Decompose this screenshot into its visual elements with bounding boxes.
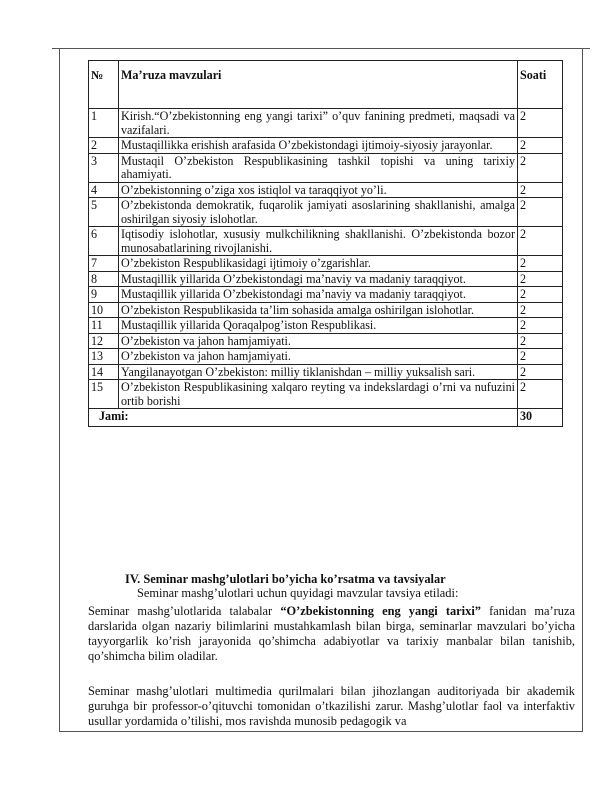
row-hours: 2 <box>518 380 563 409</box>
row-hours: 2 <box>518 198 563 227</box>
row-number: 13 <box>89 349 119 365</box>
paragraph-2: Seminar mashg’ulotlari multimedia qurilmalari bilan jihozlangan auditoriyada bir akademik guruhga bir professor-o’qituvchi tomonidan o’tkazilishi zarur. Mashg’ulotlar faol va interfaktiv usullar yordamida o’tilishi, mos ravishda munosib pedagogik va <box>88 684 575 728</box>
row-hours: 2 <box>518 349 563 365</box>
lecture-topics-table <box>88 60 563 427</box>
frame-corner-left <box>52 48 59 49</box>
paragraph-1-rest: fanidan ma’ruza darslarida olgan nazariy bilimlarini mustahkamlash bilan birga, seminarlar mavzulari bo’yicha tayyorgarlik ko’rish jarayonida qo’shimcha adabiyotlar va tarixiy manbalar bilan tanishib, qo’shimcha bilim oladilar. <box>88 604 575 663</box>
header-number: № <box>89 61 119 109</box>
table-row <box>89 318 563 334</box>
header-hours: Soati <box>518 61 563 109</box>
header-topic: Ma’ruza mavzulari <box>119 61 518 109</box>
table-row <box>89 287 563 303</box>
row-hours: 2 <box>518 256 563 272</box>
table-row <box>89 380 563 409</box>
row-number: 6 <box>89 227 119 256</box>
row-number: 4 <box>89 182 119 198</box>
course-title-bold: “O’zbekistonning eng yangi tarixi” <box>280 604 481 618</box>
row-topic: Mustaqillik yillarida O’zbekistondagi ma’naviy va madaniy taraqqiyot. <box>119 271 518 287</box>
row-hours: 2 <box>518 109 563 138</box>
table-row <box>89 256 563 272</box>
row-number: 3 <box>89 153 119 182</box>
section-heading: IV. Seminar mashg’ulotlari bo’yicha ko’rsatma va tavsiyalar <box>125 572 446 586</box>
table-row <box>89 271 563 287</box>
row-topic: O’zbekistonda demokratik, fuqarolik jamiyati asoslarining shakllanishi, amalga oshirilgan siyosiy islohotlar. <box>119 198 518 227</box>
row-number: 10 <box>89 302 119 318</box>
row-hours: 2 <box>518 227 563 256</box>
frame-corner-right <box>583 48 590 49</box>
row-number: 8 <box>89 271 119 287</box>
row-topic: Mustaqil O’zbekiston Respublikasining tashkil topishi va uning tarixiy ahamiyati. <box>119 153 518 182</box>
table-row <box>89 138 563 154</box>
row-number: 14 <box>89 364 119 380</box>
frame-bottom-rule <box>59 731 583 732</box>
row-topic: Mustaqillikka erishish arafasida O’zbekistondagi ijtimoiy-siyosiy jarayonlar. <box>119 138 518 154</box>
row-topic: Iqtisodiy islohotlar, xususiy mulkchilikning shakllanishi. O’zbekistonda bozor munosabatlarining rivojlanishi. <box>119 227 518 256</box>
row-topic: O’zbekistonning o’ziga xos istiqlol va taraqqiyot yo’li. <box>119 182 518 198</box>
table-row <box>89 182 563 198</box>
table-row <box>89 227 563 256</box>
row-hours: 2 <box>518 138 563 154</box>
row-topic: O’zbekiston Respublikasidagi ijtimoiy o’zgarishlar. <box>119 256 518 272</box>
row-topic: Mustaqillik yillarida O’zbekistondagi ma’naviy va madaniy taraqqiyot. <box>119 287 518 303</box>
table-row <box>89 153 563 182</box>
paragraph-1-start: Seminar mashg’ulotlarida talabalar <box>88 604 281 618</box>
row-hours: 2 <box>518 182 563 198</box>
row-topic: O’zbekiston va jahon hamjamiyati. <box>119 349 518 365</box>
row-number: 7 <box>89 256 119 272</box>
paragraph-1 <box>88 604 575 664</box>
row-hours: 2 <box>518 364 563 380</box>
table-row <box>89 198 563 227</box>
total-hours: 30 <box>518 409 563 427</box>
row-hours: 2 <box>518 287 563 303</box>
row-number: 1 <box>89 109 119 138</box>
row-topic: O’zbekiston Respublikasida ta’lim sohasida amalga oshirilgan islohotlar. <box>119 302 518 318</box>
row-topic: O’zbekiston va jahon hamjamiyati. <box>119 333 518 349</box>
table-header-row <box>89 61 563 109</box>
table-row <box>89 333 563 349</box>
table-body <box>89 109 563 409</box>
row-number: 12 <box>89 333 119 349</box>
table-row <box>89 109 563 138</box>
table-total-row <box>89 409 563 427</box>
row-hours: 2 <box>518 153 563 182</box>
section-subheading: Seminar mashg’ulotlari uchun quyidagi mavzular tavsiya etiladi: <box>137 586 459 600</box>
row-hours: 2 <box>518 318 563 334</box>
row-hours: 2 <box>518 302 563 318</box>
table-row <box>89 302 563 318</box>
row-topic: Yangilanayotgan O’zbekiston: milliy tiklanishdan – milliy yuksalish sari. <box>119 364 518 380</box>
total-label: Jami: <box>89 409 518 427</box>
row-number: 2 <box>89 138 119 154</box>
row-number: 15 <box>89 380 119 409</box>
row-number: 5 <box>89 198 119 227</box>
row-number: 11 <box>89 318 119 334</box>
table-row <box>89 349 563 365</box>
table-row <box>89 364 563 380</box>
row-hours: 2 <box>518 271 563 287</box>
row-topic: O’zbekiston Respublikasining xalqaro reyting va indekslardagi o’rni va nufuzini ortib borishi <box>119 380 518 409</box>
row-number: 9 <box>89 287 119 303</box>
row-topic: Kirish.“O’zbekistonning eng yangi tarixi” o’quv fanining predmeti, maqsadi va vazifalari. <box>119 109 518 138</box>
row-topic: Mustaqillik yillarida Qoraqalpog’iston Respublikasi. <box>119 318 518 334</box>
row-hours: 2 <box>518 333 563 349</box>
